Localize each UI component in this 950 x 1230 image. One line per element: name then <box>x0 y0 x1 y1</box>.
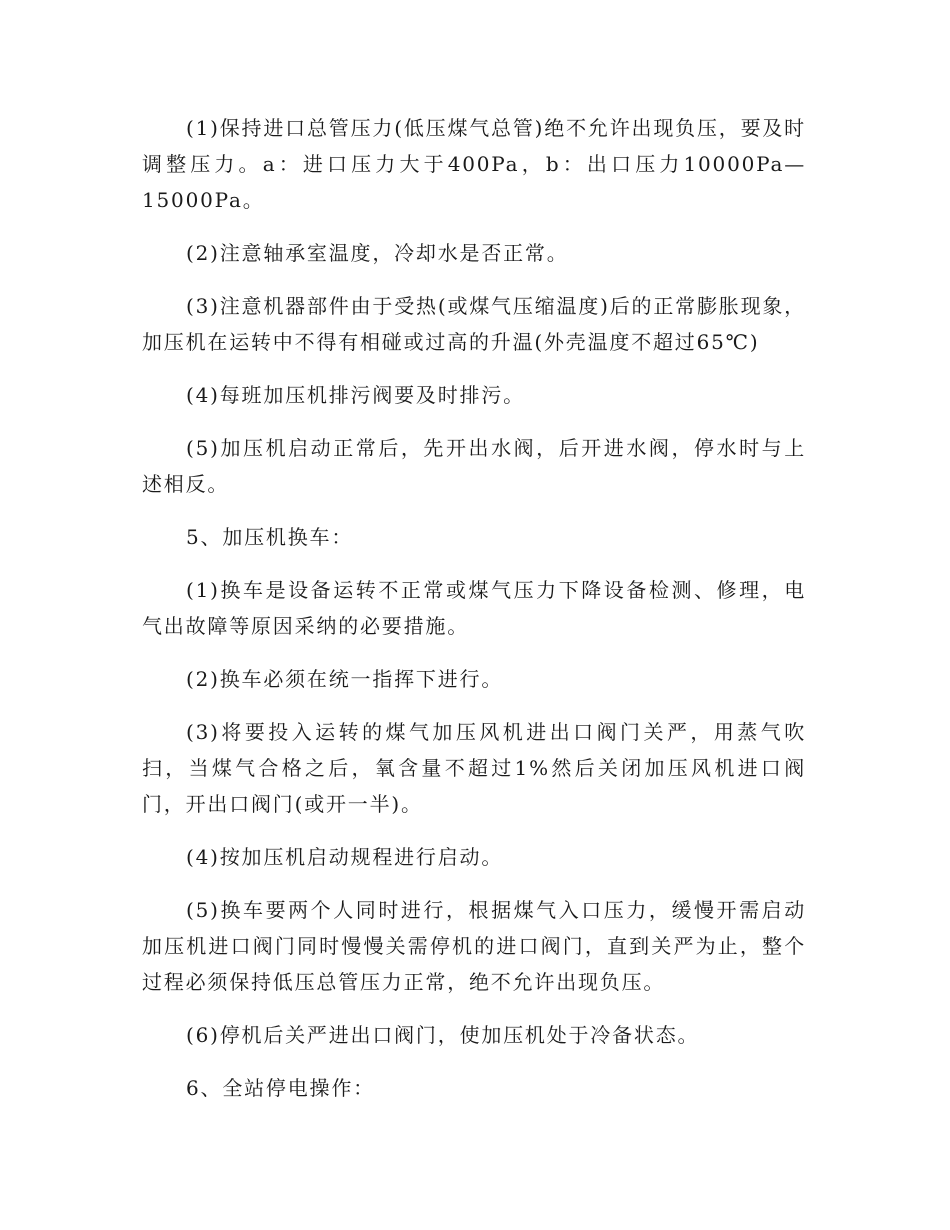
section-heading-changeover: 5、加压机换车： <box>186 525 354 549</box>
paragraph-two-person-changeover: (5)换车要两个人同时进行，根据煤气入口压力，缓慢开需启动加压机进口阀门同时慢慢关需停机的进口阀门，直到关严为止，整个过程必须保持低压总管压力正常，绝不允许出现负压。 <box>142 898 806 994</box>
paragraph-thermal-expansion: (3)注意机器部件由于受热(或煤气压缩温度)后的正常膨胀现象，加压机在运转中不得有相碰或过高的升温(外壳温度不超过65℃) <box>142 294 806 354</box>
paragraph-pressure-control: (1)保持进口总管压力(低压煤气总管)绝不允许出现负压，要及时调整压力。a：进口压力大于400Pa，b：出口压力10000Pa—15000Pa。 <box>142 116 806 212</box>
paragraph-cold-standby: (6)停机后关严进出口阀门，使加压机处于冷备状态。 <box>186 1023 700 1047</box>
document-body <box>142 110 806 1123</box>
paragraph-bearing-temperature: (2)注意轴承室温度，冷却水是否正常。 <box>186 241 569 265</box>
paragraph-changeover-reason: (1)换车是设备运转不正常或煤气压力下降设备检测、修理，电气出故障等原因采纳的必要措施。 <box>142 578 806 638</box>
paragraph-water-valve-order: (5)加压机启动正常后，先开出水阀，后开进水阀，停水时与上述相反。 <box>142 436 806 496</box>
paragraph-unified-command: (2)换车必须在统一指挥下进行。 <box>186 667 504 691</box>
paragraph-purge-procedure: (3)将要投入运转的煤气加压风机进出口阀门关严，用蒸气吹扫，当煤气合格之后，氧含量不超过1%然后关闭加压风机进口阀门，开出口阀门(或开一半)。 <box>142 720 806 816</box>
paragraph-startup-procedure: (4)按加压机启动规程进行启动。 <box>186 845 504 869</box>
section-heading-power-outage: 6、全站停电操作： <box>186 1076 375 1100</box>
paragraph-drain-valve: (4)每班加压机排污阀要及时排污。 <box>186 383 525 407</box>
